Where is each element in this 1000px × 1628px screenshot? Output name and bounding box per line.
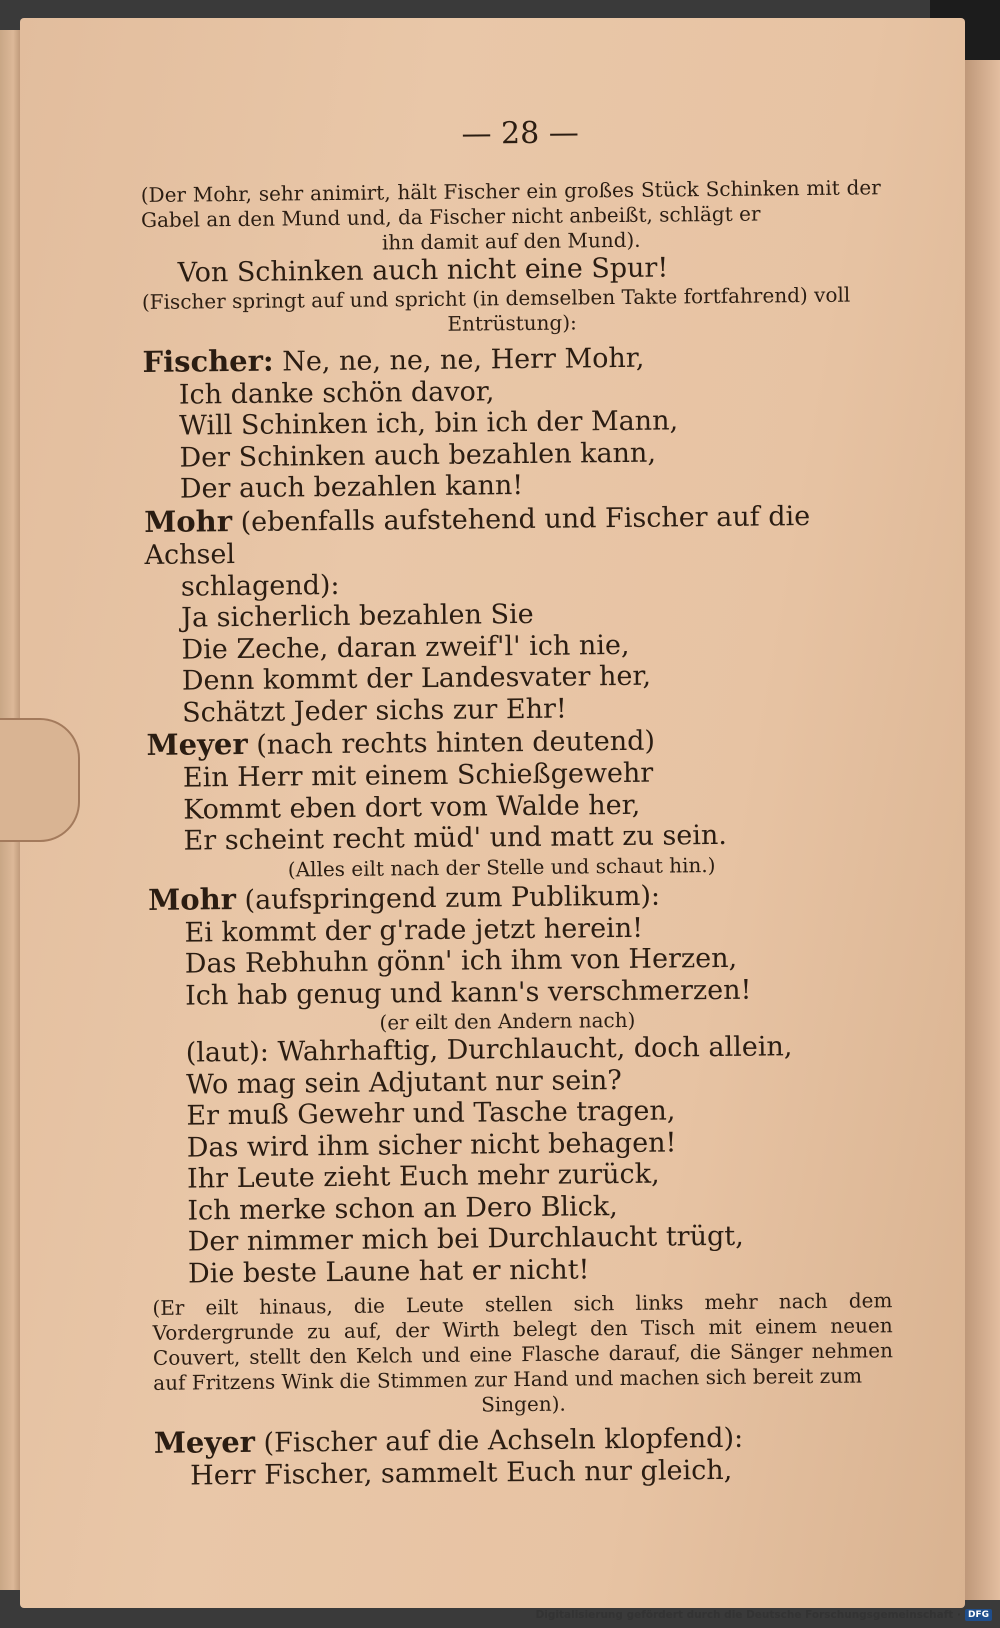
verse-line: Ne, ne, ne, ne, Herr Mohr, — [282, 342, 645, 378]
verse-line: Ein Herr mit einem Schießgewehr — [182, 757, 654, 794]
verse-line: Das Rebhuhn gönn' ich ihm von Herzen, — [184, 942, 738, 980]
verse-line: Ja sicherlich bezahlen Sie — [181, 598, 534, 634]
dfg-logo-icon: DFG — [965, 1609, 992, 1621]
stage-direction: (Er eilt hinaus, die Leute stellen sich links mehr nach dem Vordergrunde zu auf, der Wirth belegt den Tisch mit einem neuen Couvert, stellt den Kelch und eine Flasche darauf, die Sänger nehmen auf Fritzens Wink die Stimmen zur Hand und machen sich bereit zum — [152, 1288, 894, 1395]
verse-line: Herr Fischer, sammelt Euch nur gleich, — [190, 1454, 733, 1492]
stage-note: (er eilt den Andern nach) — [379, 1007, 636, 1035]
verse-line: Will Schinken ich, bin ich der Mann, — [179, 405, 679, 442]
verse-line: Die beste Laune hat er nicht! — [187, 1253, 590, 1290]
speaker-name: Fischer: — [142, 343, 274, 379]
verse-line: Der Schinken auch bezahlen kann, — [179, 437, 657, 474]
page-number: — 28 — — [461, 115, 579, 152]
page-tab-marker — [0, 718, 80, 842]
stage-direction: (nach rechts hinten deutend) — [256, 725, 656, 761]
speaker-name: Mohr — [147, 881, 237, 917]
verse-line: Ich danke schön davor, — [178, 375, 495, 411]
verse-line: Ei kommt der g'rade jetzt herein! — [184, 912, 644, 949]
stage-direction-end: ihn damit auf den Mund). — [381, 227, 641, 255]
stage-direction-end: Singen). — [481, 1391, 566, 1417]
stage-direction: (Der Mohr, sehr animirt, hält Fischer ein großes Stück Schinken mit der Gabel an den Mund und, da Fischer nicht anbeißt, schlägt er — [140, 175, 881, 232]
speaker-name: Mohr — [144, 503, 233, 539]
verse-line: Er scheint recht müd' und matt zu sein. — [183, 819, 728, 857]
stage-direction: (ebenfalls aufstehend und Fischer auf die Achsel — [144, 500, 811, 571]
verse-line: Die Zeche, daran zweif'l' ich nie, — [181, 629, 630, 666]
speaker-name: Meyer — [153, 1424, 256, 1460]
stage-direction: (Fischer springt auf und spricht (in demselben Takte fortfahrend) voll — [141, 282, 851, 314]
stage-direction: (Fischer auf die Achseln klopfend): — [263, 1422, 744, 1459]
verse-line: Ich merke schon an Dero Blick, — [187, 1190, 618, 1227]
stage-direction: schlagend): — [180, 569, 340, 603]
verse-line: Schätzt Jeder sichs zur Ehr! — [182, 693, 567, 729]
verse-line: Er muß Gewehr und Tasche tragen, — [186, 1095, 676, 1132]
verse-line: (laut): Wahrhaftig, Durchlaucht, doch allein, — [185, 1031, 793, 1069]
stage-direction-end: Entrüstung): — [447, 309, 577, 336]
verse-line: Von Schinken auch nicht eine Spur! — [177, 252, 669, 289]
verse-line: Der nimmer mich bei Durchlaucht trügt, — [187, 1220, 744, 1258]
verse-line: Ihr Leute zieht Euch mehr zurück, — [186, 1158, 660, 1195]
verse-line: Wo mag sein Adjutant nur sein? — [185, 1064, 622, 1101]
credit-text: Digitalisierung gefördert durch die Deutsche Forschungsgemeinschaft · — [535, 1609, 961, 1621]
verse-line: Das wird ihm sicher nicht behagen! — [186, 1126, 677, 1164]
page-content — [140, 112, 894, 1492]
stage-note: (Alles eilt nach der Stelle und schaut hin.) — [287, 852, 716, 881]
verse-line: Kommt eben dort vom Walde her, — [183, 789, 641, 826]
verse-line: Denn kommt der Landesvater her, — [181, 660, 652, 697]
digitization-credit — [536, 1606, 992, 1624]
verse-line: Der auch bezahlen kann! — [179, 470, 524, 505]
speaker-name: Meyer — [146, 726, 248, 762]
speech-mohr — [144, 498, 885, 572]
verse-line: Ich hab genug und kann's verschmerzen! — [185, 974, 752, 1012]
stage-direction: (aufspringend zum Publikum): — [244, 880, 661, 916]
